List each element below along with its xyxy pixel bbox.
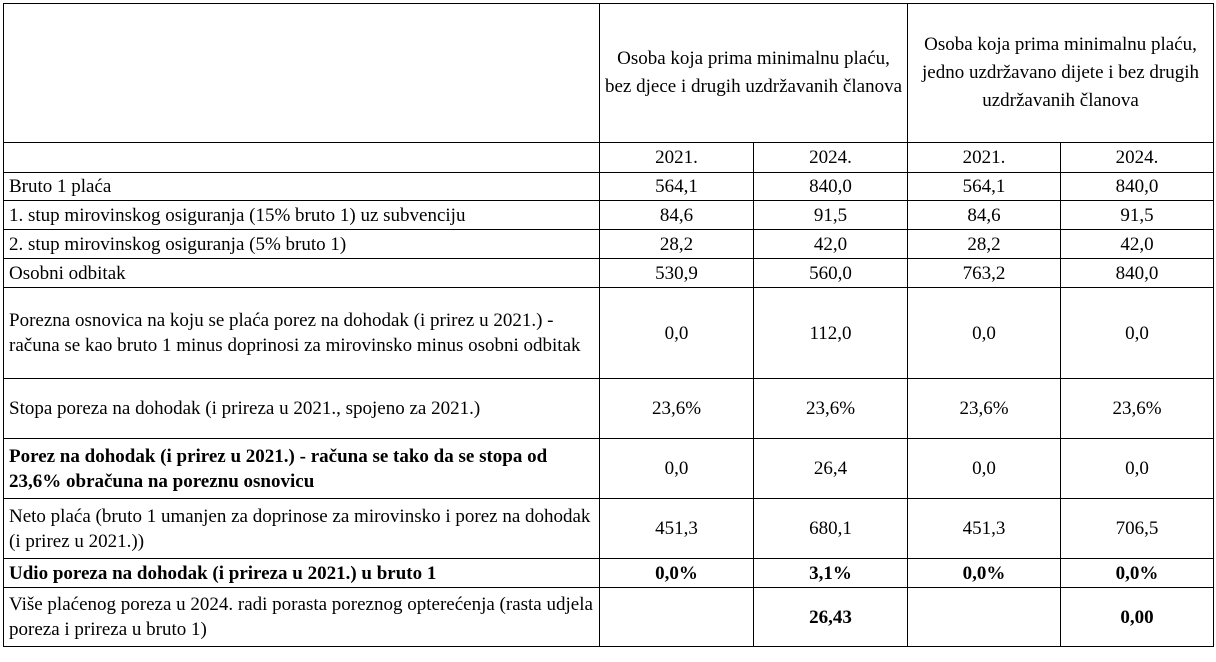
cell-value bbox=[908, 588, 1061, 647]
table-row bbox=[4, 499, 1214, 559]
row-label: Udio poreza na dohodak (i prireza u 2021.) u bruto 1 bbox=[4, 559, 600, 588]
cell-value: 0,0% bbox=[1061, 559, 1214, 588]
cell-value: 680,1 bbox=[754, 499, 908, 559]
group-header-one-child: Osoba koja prima minimalnu plaću, jedno uzdržavano dijete i bez drugih uzdržavanih članova bbox=[908, 4, 1214, 143]
cell-value: 23,6% bbox=[600, 379, 754, 439]
row-label: Više plaćenog poreza u 2024. radi porasta poreznog opterećenja (rasta udjela poreza i prireza u bruto 1) bbox=[4, 588, 600, 647]
cell-value: 840,0 bbox=[1061, 259, 1214, 288]
cell-value: 564,1 bbox=[908, 173, 1061, 201]
row-label: Stopa poreza na dohodak (i prireza u 2021., spojeno za 2021.) bbox=[4, 379, 600, 439]
cell-value: 451,3 bbox=[908, 499, 1061, 559]
cell-value: 91,5 bbox=[1061, 201, 1214, 230]
cell-value: 0,0 bbox=[1061, 439, 1214, 499]
cell-value: 0,0% bbox=[908, 559, 1061, 588]
cell-value: 564,1 bbox=[600, 173, 754, 201]
cell-value: 3,1% bbox=[754, 559, 908, 588]
cell-value: 84,6 bbox=[908, 201, 1061, 230]
cell-value: 840,0 bbox=[754, 173, 908, 201]
row-label: Neto plaća (bruto 1 umanjen za doprinose za mirovinsko i porez na dohodak (i prirez u 2021.)) bbox=[4, 499, 600, 559]
row-label: Porezna osnovica na koju se plaća porez na dohodak (i prirez u 2021.) - računa se kao bruto 1 minus doprinosi za mirovinsko minus osobni odbitak bbox=[4, 288, 600, 379]
cell-value: 23,6% bbox=[754, 379, 908, 439]
year-header-row bbox=[4, 143, 1214, 173]
row-label: Osobni odbitak bbox=[4, 259, 600, 288]
table-row bbox=[4, 379, 1214, 439]
table-row bbox=[4, 288, 1214, 379]
cell-value: 0,0% bbox=[600, 559, 754, 588]
row-label: 1. stup mirovinskog osiguranja (15% bruto 1) uz subvenciju bbox=[4, 201, 600, 230]
cell-value: 23,6% bbox=[1061, 379, 1214, 439]
table-row bbox=[4, 173, 1214, 201]
cell-value: 42,0 bbox=[1061, 230, 1214, 259]
row-label: Porez na dohodak (i prirez u 2021.) - računa se tako da se stopa od 23,6% obračuna na poreznu osnovicu bbox=[4, 439, 600, 499]
group-header-no-children: Osoba koja prima minimalnu plaću, bez djece i drugih uzdržavanih članova bbox=[600, 4, 908, 143]
group-header-row bbox=[4, 4, 1214, 143]
cell-value: 0,0 bbox=[600, 439, 754, 499]
cell-value: 112,0 bbox=[754, 288, 908, 379]
cell-value: 451,3 bbox=[600, 499, 754, 559]
cell-value: 91,5 bbox=[754, 201, 908, 230]
cell-value: 28,2 bbox=[600, 230, 754, 259]
table-row bbox=[4, 201, 1214, 230]
table-row bbox=[4, 439, 1214, 499]
year-header: 2024. bbox=[1061, 143, 1214, 173]
cell-value: 0,0 bbox=[600, 288, 754, 379]
cell-value: 0,00 bbox=[1061, 588, 1214, 647]
tax-comparison-table bbox=[3, 3, 1214, 647]
year-header: 2021. bbox=[908, 143, 1061, 173]
cell-value: 840,0 bbox=[1061, 173, 1214, 201]
cell-value bbox=[600, 588, 754, 647]
cell-value: 0,0 bbox=[908, 439, 1061, 499]
row-label: 2. stup mirovinskog osiguranja (5% bruto 1) bbox=[4, 230, 600, 259]
cell-value: 0,0 bbox=[908, 288, 1061, 379]
cell-value: 763,2 bbox=[908, 259, 1061, 288]
table-row bbox=[4, 588, 1214, 647]
cell-value: 42,0 bbox=[754, 230, 908, 259]
cell-value: 23,6% bbox=[908, 379, 1061, 439]
table-row bbox=[4, 559, 1214, 588]
cell-value: 84,6 bbox=[600, 201, 754, 230]
year-header: 2024. bbox=[754, 143, 908, 173]
year-row-label bbox=[4, 143, 600, 173]
cell-value: 26,4 bbox=[754, 439, 908, 499]
corner-cell bbox=[4, 4, 600, 143]
cell-value: 0,0 bbox=[1061, 288, 1214, 379]
cell-value: 26,43 bbox=[754, 588, 908, 647]
cell-value: 530,9 bbox=[600, 259, 754, 288]
cell-value: 706,5 bbox=[1061, 499, 1214, 559]
cell-value: 28,2 bbox=[908, 230, 1061, 259]
table-row bbox=[4, 259, 1214, 288]
year-header: 2021. bbox=[600, 143, 754, 173]
row-label: Bruto 1 plaća bbox=[4, 173, 600, 201]
table-row bbox=[4, 230, 1214, 259]
cell-value: 560,0 bbox=[754, 259, 908, 288]
